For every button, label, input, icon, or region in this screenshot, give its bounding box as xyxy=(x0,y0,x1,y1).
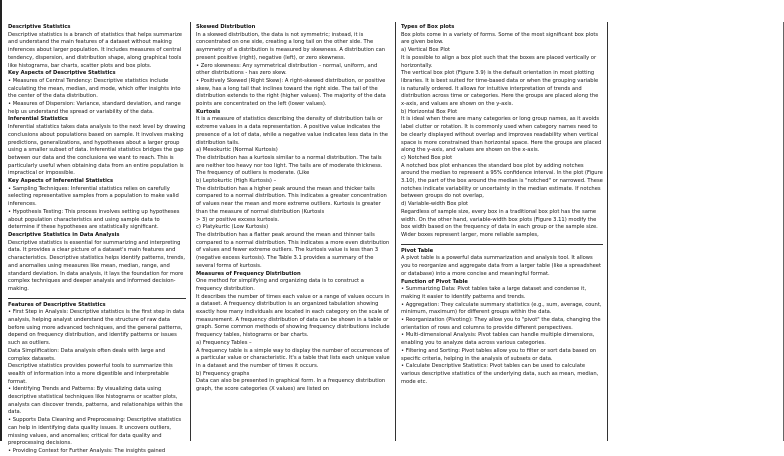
paragraph: • Calculate Descriptive Statistics: Pivot tables can be used to calculate various descriptive statistics of the underlying data, such as mean, median, mode etc. xyxy=(401,363,599,385)
section-heading: Key Aspects of Descriptive Statistics xyxy=(8,70,116,77)
section-heading: Measures of Frequency Distribution xyxy=(196,270,301,277)
section-heading: Kurtosis xyxy=(196,108,221,115)
text-section xyxy=(8,24,186,294)
section-divider xyxy=(8,298,186,299)
paragraph: Data Simplification: Data analysis often deals with large and complex datasets. xyxy=(8,347,166,362)
paragraph: It describes the number of times each value or a range of values occurs in a dataset. A frequency distribution is an organized tabulation showing exactly how many individuals are located in each category on the scale of measurement. A frequency distribution of data can be shown in a table or graph. Some common methods of showing frequency distributions include frequency tables, histograms or bar charts. xyxy=(196,293,390,339)
paragraph: • Zero skewness: Any symmetrical distribution - normal, uniform, and other distributions - has zero skew. xyxy=(196,62,378,77)
paragraph: • Hypothesis Testing: This process involves setting up hypotheses about population characteristics and using sample data to determine if these hypotheses are statistically significant. xyxy=(8,208,180,231)
paragraph: • Filtering and Sorting: Pivot tables allow you to filter or sort data based on specific criteria, helping in the analysis of subsets or data. xyxy=(401,347,597,362)
paragraph: • Reorganization (Pivoting): They allow you to "pivot" the data, changing the orientation of rows and columns to provide different perspectives. xyxy=(401,317,601,331)
paragraph: Inferential statistics takes data analysis to the next level by drawing conclusions about populations based on sample. It involves making predictions, generalizations, and hypotheses about a larger group using a smaller subset of data. Inferential statistics bridges the gap between our data and the conclusions we want to reach. This is particularly useful when obtaining data from an entire population is impractical or impossible. xyxy=(8,124,186,177)
paragraph: One method for simplifying and organizing data is to construct a frequency distribution. xyxy=(196,278,364,292)
paragraph: • Multi-dimensional Analysis: Pivot tables can handle multiple dimensions, enabling you to analyze data across various categories. xyxy=(401,332,595,347)
text-section xyxy=(8,302,186,456)
paragraph: c) Platykurtic (Low Kurtosis) xyxy=(196,224,269,231)
paragraph: The distribution has a kurtosis similar to a normal distribution. The tails are neither too heavy nor too light. The tails are of moderate thickness. The frequency of outliers is moderate. (Like xyxy=(196,154,383,177)
text-section xyxy=(401,248,603,387)
section-heading: Types of Box plots xyxy=(401,24,455,30)
column-divider xyxy=(607,22,608,441)
paragraph: The distribution has a higher peak around the mean and thicker tails compared to a normal distribution. This indicates a greater concentration of values near the mean and more extreme outliers. Kurtosis is greater than the measure of normal distribution (Kurtosis xyxy=(196,185,387,215)
section-heading: Skewed Distribution xyxy=(196,24,256,30)
section-heading: Descriptive Statistics in Data Analysis xyxy=(8,231,120,238)
paragraph: • Identifying Trends and Patterns: By visualizing data using descriptive statistical techniques like histograms or scatter plots, analysts can discover trends, patterns, and relationships within the data. xyxy=(8,386,183,416)
paragraph: A frequency table is a simple way to display the number of occurrences of a particular value or characteristic. It's a table that lists each unique value in a dataset and the number of times it occurs. xyxy=(196,347,390,369)
paragraph: Data can also be presented in graphical form. In a frequency distribution graph, the score categories (X values) are listed on xyxy=(196,378,386,393)
paragraph: • First Step in Analysis: Descriptive statistics is the first step in data analysis, helping analyst understand the structure of raw data before using more advanced techniques, and the general patterns, depend on frequency distribution, and identify patterns or issues such as outliers. xyxy=(8,309,185,347)
text-column-3 xyxy=(395,24,607,441)
paragraph: b) Horizontal Box Plot xyxy=(401,108,458,115)
paragraph: • Providing Context for Further Analysis: The insights gained xyxy=(8,447,166,454)
paragraph: b) Frequency graphs xyxy=(196,370,250,377)
section-heading: Key Aspects of Inferential Statistics xyxy=(8,178,114,185)
paragraph: Regardless of sample size, every box in a traditional box plot has the same width. On the other hand, variable-width box plots (Figure 3.11) modify the box width based on the frequency of data in each group or the sample size. Wider boxes represent larger, more reliable samples, xyxy=(401,208,598,238)
paragraph: In a skewed distribution, the data is not symmetric; instead, it is concentrated on one side, creating a long tail on the other side. The asymmetry of a distribution is measured by skewness. A distribution can present positive (right), negative (left), or zero skewness. xyxy=(196,31,386,61)
paragraph: a) Frequency Tables – xyxy=(196,339,252,346)
section-heading: Features of Descriptive Statistics xyxy=(8,301,106,308)
paragraph: Box plots come in a variety of forms. Some of the most significant box plots are given below. xyxy=(401,31,599,46)
paragraph: Descriptive statistics is a branch of statistics that helps summarize and understand the main features of a dataset without making inferences about larger population. It includes measures of central tendency, dispersion, and distribution shape, along graphical tools like histograms, bar charts, scatter plots and box plots. xyxy=(8,31,183,69)
paragraph: The distribution has a flatter peak around the mean and thinner tails compared to a normal distribution. This indicates a more even distribution of values and fewer extreme outliers. The kurtosis value is less than 3 (negative excess kurtosis). The Table 3.1 provides a summary of the several forms of kurtosis. xyxy=(196,231,390,269)
section-heading: Descriptive Statistics xyxy=(8,24,71,30)
paragraph: Descriptive statistics is essential for summarizing and interpreting data. It provides a clear picture of a dataset's main features and characteristics. Descriptive statistics helps identify patterns, trends, and anomalies using measures like mean, median, range, and standard deviation. In data analysis, it lays the foundation for more complex techniques and deeper analysis and informed decision-making. xyxy=(8,239,186,292)
section-divider xyxy=(401,244,603,245)
paragraph: • Aggregation: They calculate summary statistics (e.g., sum, average, count, minimum, maximum) for different groups within the data. xyxy=(401,301,602,316)
paragraph: b) Leptokurtic (High Kurtosis) – xyxy=(196,178,277,185)
section-heading: Function of Pivot Table xyxy=(401,278,468,285)
paragraph: It is a measure of statistics describing the density of distribution tails or extreme values in a data representation. A positive value indicates the presence of a lot of data, while a negative value indicates less data in the distribution tails. xyxy=(196,116,389,146)
paragraph: a) Mesokurtic (Normal Kurtosis) xyxy=(196,147,278,154)
paragraph: The vertical box plot (Figure 3.9) is the default orientation in most plotting libraries. It is best suited for time-based data or when the grouping variable is naturally ordered. It allows for intuitive interpretation of trends and distribution across time or categories. Here the groups are placed along the x-axis, and values are shown on the y-axis. xyxy=(401,70,599,108)
paragraph: • Measures of Central Tendency: Descriptive statistics include calculating the mean, median, and mode, which offer insights into the center of the data distribution. xyxy=(8,77,181,100)
paragraph: a) Vertical Box Plot xyxy=(401,47,450,54)
paragraph: > 3) or positive excess kurtosis. xyxy=(196,216,280,223)
paragraph: A notched box plot enhances the standard box plot by adding notches around the median to represent a 95% confidence interval. In the plot (Figure 3.10), the part of the box around the median is "notched" or narrowed. These notches indicate variability or uncertainty in the median estimate. If notches between groups do not overlap, xyxy=(401,162,603,200)
paragraph: • Supports Data Cleaning and Preprocessing: Descriptive statistics can help in identifying data quality issues. It uncovers outliers, missing values, and anomalies; critical for data quality and preprocessing decisions. xyxy=(8,417,182,447)
paragraph: • Sampling Techniques: Inferential statistics relies on carefully selecting representative samples from a population to make valid inferences. xyxy=(8,185,179,208)
section-heading: Inferential Statistics xyxy=(8,116,68,123)
paragraph: c) Notched Box plot xyxy=(401,154,453,161)
text-column-1 xyxy=(2,24,190,454)
paragraph: It is possible to align a box plot such that the boxes are placed vertically or horizontally. xyxy=(401,54,597,69)
paragraph: A pivot table is a powerful data summarization and analysis tool. It allows you to reorganize and aggregate data from a larger table (like a spreadsheet or database) into a more concise and meaningful format. xyxy=(401,255,602,277)
text-section xyxy=(196,24,391,394)
paragraph: It is ideal when there are many categories or long group names, as it avoids label clutter or rotation. It is commonly used when category names need to be clearly displayed without overlap and improves readability when vertical space is more constrained than horizontal space. Here the groups are placed along the y-axis, and values are shown on the x-axis. xyxy=(401,116,602,154)
paragraph: Descriptive statistics provides powerful tools to summarize this wealth of information into a more digestible and interpretable format. xyxy=(8,363,173,385)
text-column-2 xyxy=(190,24,395,441)
paragraph: • Summarizing Data: Pivot tables take a large dataset and condense it, making it easier to identify patterns and trends. xyxy=(401,286,587,300)
paragraph: d) Variable-width Box plot xyxy=(401,201,469,208)
section-heading: Pivot Table xyxy=(401,247,434,254)
paragraph: • Positively Skewed (Right Skew): A right-skewed distribution, or positive skew, has a long tail that inclines toward the right side. The tail of the distribution extends to the right (higher values). The majority of the data points are concentrated on the left (lower values). xyxy=(196,77,386,108)
paragraph: • Measures of Dispersion: Variance, standard deviation, and range help us understand the spread or variability of the data. xyxy=(8,101,181,115)
text-section xyxy=(401,24,603,240)
